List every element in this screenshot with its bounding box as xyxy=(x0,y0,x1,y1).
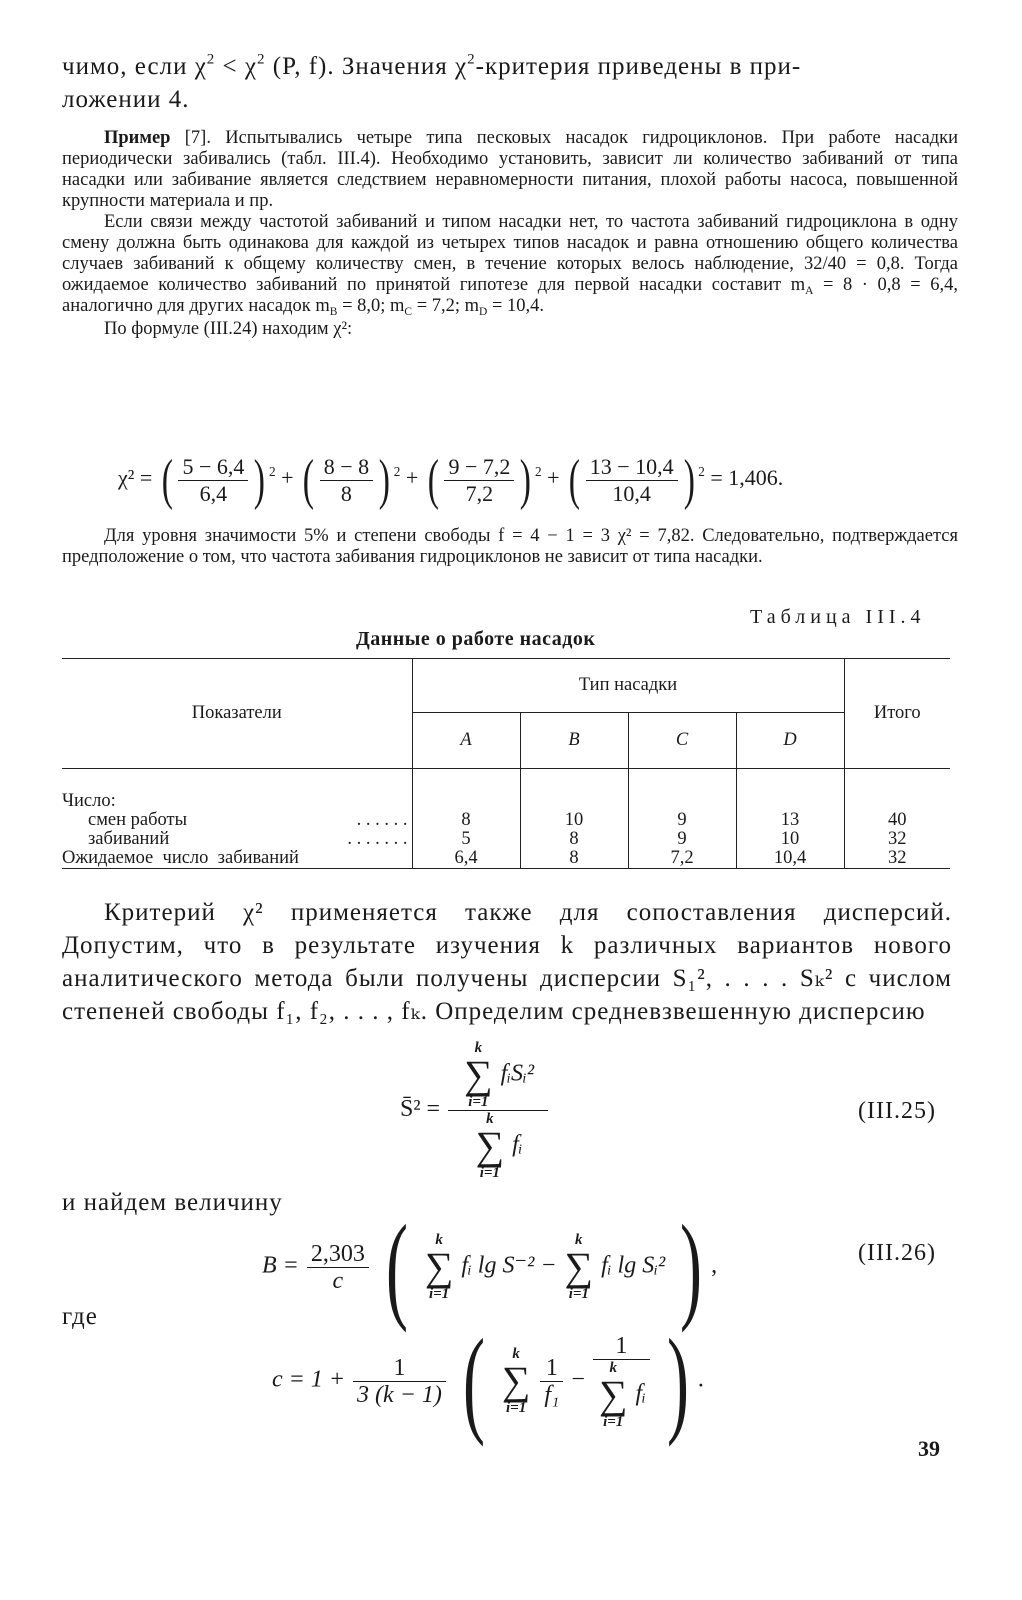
table-title: Данные о работе насадок xyxy=(356,628,596,650)
data-table xyxy=(62,658,950,869)
dispersion-paragraph: Критерий χ² применяется также для сопоставления дисперсий. Допустим, что в результате изучения k различных вариантов нового аналитического метода были получены дисперсии S₁², . . . . Sₖ² с числом степеней свободы f₁, f₂, . . . , fₖ. Определим средневзвешенную дисперсию xyxy=(62,899,952,1025)
page-content xyxy=(62,50,958,340)
equation-c: c = 1 + $\frac{1}{3 (k - 1)}$ ( k ∑ i=1 $\frac{1}{\text{f₁}}$ − 1 k ∑ i=1 fᵢ ) . xyxy=(272,1314,704,1447)
header-type-d: D xyxy=(736,713,844,769)
equation-label-iii-25: (III.25) xyxy=(858,1098,936,1124)
table-row: забиваний . . . . . . . 5 8 9 10 32 xyxy=(62,830,950,849)
example-paragraph-2: Если связи между частотой забиваний и типом насадки нет, то частота забиваний гидроциклона в одну смену должна быть одинакова для каждой из четырех типов насадок и равна отношению общего количества случаев забиваний к общему количеству смен, в течение которых велось наблюдение, 32/40 = 0,8. Тогда ожидаемое количество забиваний по принятой гипотезе для первой насадки составит $m_A = 8 \cdot 0,8 = 6,4$, аналогично для других насадок $m_B = 8,0$; $m_C = 7,2$; $m_D = 10,4$. xyxy=(62,212,958,318)
example-label: Пример xyxy=(104,128,171,148)
page-number: 39 xyxy=(918,1436,940,1461)
header-total: Итого xyxy=(844,659,950,769)
header-type-c: C xyxy=(628,713,736,769)
formula-intro: По формуле (III.24) находим χ²: xyxy=(104,319,353,339)
where-text: где xyxy=(62,1303,98,1330)
header-nozzle-type: Тип насадки xyxy=(412,659,844,713)
table-caption: Таблица III.4 xyxy=(750,606,926,628)
table-row: смен работы . . . . . . 8 10 9 13 40 xyxy=(62,811,950,830)
equation-iii-25: S̄² = k ∑ i=1 fᵢSᵢ² k ∑ i=1 fᵢ xyxy=(400,1040,550,1181)
conclusion-paragraph: Для уровня значимости 5% и степени свободы f = 4 − 1 = 3 χ² = 7,82. Следовательно, подтверждается предположение о том, что частота забивания гидроциклонов не зависит от типа насадки. xyxy=(62,526,958,567)
header-type-a: A xyxy=(412,713,520,769)
header-type-b: B xyxy=(520,713,628,769)
chi-square-formula: χ² = ( $\frac{5 - 6,4}{6,4}$ ) $^2$ + ( $\frac{8 - 8}{8}$ ) $^2$ + ( $\frac{9 - 7,2}{7,2}$ ) $^2$ + ( $\frac{13 - 10,4}{10,4}$ ) $^2$ = 1,406. xyxy=(118,449,784,511)
group-label: Число: xyxy=(62,769,412,811)
header-indicators: Показатели xyxy=(62,659,412,769)
equation-label-iii-26: (III.26) xyxy=(858,1240,936,1266)
intro-text: чимо, если $\chi^2 < \chi^2$ (P, f). Значения $\chi^2$-критерия приведены в при- ложении 4. xyxy=(62,51,802,113)
equation-iii-26: B = $\frac{2,303}{c}$ ( k ∑ i=1 fᵢ lg S⁻² − k ∑ i=1 fᵢ lg Sᵢ² ) , xyxy=(262,1200,718,1333)
example-paragraph: Пример [7]. Испытывались четыре типа песковых насадок гидроциклонов. При работе насадки периодически забивались (табл. III.4). Необходимо установить, зависит ли количество забиваний от типа насадки или забивание является следствием неравномерности питания, плохой работы насоса, повышенной крупности материала и пр. xyxy=(62,128,958,211)
table-row: Ожидаемое число забиваний 6,4 8 7,2 10,4 32 xyxy=(62,849,950,869)
find-text: и найдем величину xyxy=(62,1189,283,1216)
